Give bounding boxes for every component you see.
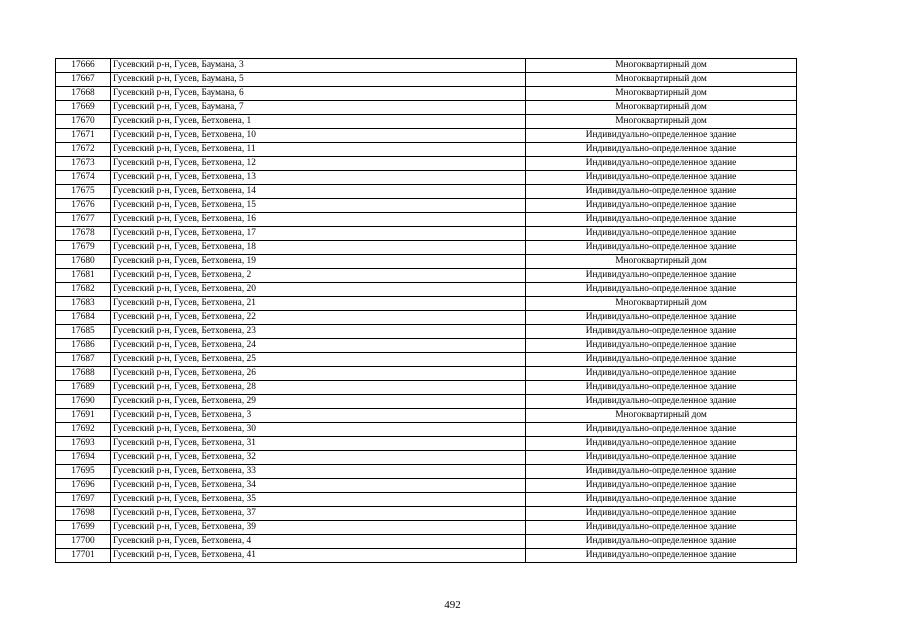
address-cell: Гусевский р-н, Гусев, Бетховена, 30 — [111, 423, 526, 437]
building-type-cell: Индивидуально-определенное здание — [526, 395, 797, 409]
record-number-cell: 17674 — [56, 171, 111, 185]
record-number-cell: 17676 — [56, 199, 111, 213]
address-cell: Гусевский р-н, Гусев, Бетховена, 32 — [111, 451, 526, 465]
building-type-cell: Индивидуально-определенное здание — [526, 381, 797, 395]
registry-table-body — [56, 59, 797, 563]
building-type-cell: Многоквартирный дом — [526, 409, 797, 423]
building-type-cell: Индивидуально-определенное здание — [526, 437, 797, 451]
record-number-cell: 17693 — [56, 437, 111, 451]
record-number-cell: 17679 — [56, 241, 111, 255]
record-number-cell: 17685 — [56, 325, 111, 339]
address-cell: Гусевский р-н, Гусев, Бетховена, 39 — [111, 521, 526, 535]
table-row — [56, 437, 797, 451]
table-row — [56, 423, 797, 437]
table-row — [56, 227, 797, 241]
table-row — [56, 241, 797, 255]
building-type-cell: Индивидуально-определенное здание — [526, 507, 797, 521]
building-type-cell: Многоквартирный дом — [526, 59, 797, 73]
building-type-cell: Индивидуально-определенное здание — [526, 241, 797, 255]
address-cell: Гусевский р-н, Гусев, Бетховена, 16 — [111, 213, 526, 227]
table-row — [56, 213, 797, 227]
table-row — [56, 535, 797, 549]
building-type-cell: Многоквартирный дом — [526, 115, 797, 129]
record-number-cell: 17701 — [56, 549, 111, 563]
building-type-cell: Многоквартирный дом — [526, 255, 797, 269]
table-row — [56, 101, 797, 115]
building-type-cell: Индивидуально-определенное здание — [526, 185, 797, 199]
address-cell: Гусевский р-н, Гусев, Баумана, 5 — [111, 73, 526, 87]
table-row — [56, 171, 797, 185]
address-cell: Гусевский р-н, Гусев, Бетховена, 23 — [111, 325, 526, 339]
building-type-cell: Индивидуально-определенное здание — [526, 199, 797, 213]
record-number-cell: 17698 — [56, 507, 111, 521]
address-cell: Гусевский р-н, Гусев, Бетховена, 33 — [111, 465, 526, 479]
building-type-cell: Индивидуально-определенное здание — [526, 311, 797, 325]
page-number: 492 — [444, 599, 461, 611]
table-row — [56, 367, 797, 381]
record-number-cell: 17686 — [56, 339, 111, 353]
table-row — [56, 283, 797, 297]
building-type-cell: Индивидуально-определенное здание — [526, 227, 797, 241]
table-row — [56, 465, 797, 479]
address-cell: Гусевский р-н, Гусев, Бетховена, 41 — [111, 549, 526, 563]
record-number-cell: 17683 — [56, 297, 111, 311]
record-number-cell: 17690 — [56, 395, 111, 409]
building-type-cell: Индивидуально-определенное здание — [526, 451, 797, 465]
record-number-cell: 17668 — [56, 87, 111, 101]
address-cell: Гусевский р-н, Гусев, Бетховена, 24 — [111, 339, 526, 353]
table-row — [56, 381, 797, 395]
address-cell: Гусевский р-н, Гусев, Баумана, 3 — [111, 59, 526, 73]
record-number-cell: 17692 — [56, 423, 111, 437]
address-cell: Гусевский р-н, Гусев, Бетховена, 18 — [111, 241, 526, 255]
record-number-cell: 17691 — [56, 409, 111, 423]
record-number-cell: 17680 — [56, 255, 111, 269]
building-type-cell: Индивидуально-определенное здание — [526, 535, 797, 549]
address-cell: Гусевский р-н, Гусев, Бетховена, 37 — [111, 507, 526, 521]
record-number-cell: 17677 — [56, 213, 111, 227]
record-number-cell: 17667 — [56, 73, 111, 87]
record-number-cell: 17682 — [56, 283, 111, 297]
record-number-cell: 17671 — [56, 129, 111, 143]
record-number-cell: 17694 — [56, 451, 111, 465]
building-type-cell: Индивидуально-определенное здание — [526, 213, 797, 227]
record-number-cell: 17673 — [56, 157, 111, 171]
building-type-cell: Индивидуально-определенное здание — [526, 521, 797, 535]
building-type-cell: Индивидуально-определенное здание — [526, 493, 797, 507]
table-row — [56, 479, 797, 493]
record-number-cell: 17689 — [56, 381, 111, 395]
address-cell: Гусевский р-н, Гусев, Бетховена, 29 — [111, 395, 526, 409]
address-cell: Гусевский р-н, Гусев, Бетховена, 4 — [111, 535, 526, 549]
record-number-cell: 17687 — [56, 353, 111, 367]
record-number-cell: 17672 — [56, 143, 111, 157]
building-type-cell: Индивидуально-определенное здание — [526, 269, 797, 283]
table-row — [56, 395, 797, 409]
building-type-cell: Индивидуально-определенное здание — [526, 549, 797, 563]
table-row — [56, 255, 797, 269]
building-type-cell: Индивидуально-определенное здание — [526, 339, 797, 353]
table-row — [56, 549, 797, 563]
address-cell: Гусевский р-н, Гусев, Бетховена, 14 — [111, 185, 526, 199]
address-cell: Гусевский р-н, Гусев, Бетховена, 22 — [111, 311, 526, 325]
address-cell: Гусевский р-н, Гусев, Бетховена, 21 — [111, 297, 526, 311]
table-row — [56, 185, 797, 199]
table-row — [56, 73, 797, 87]
record-number-cell: 17688 — [56, 367, 111, 381]
table-row — [56, 521, 797, 535]
record-number-cell: 17681 — [56, 269, 111, 283]
address-cell: Гусевский р-н, Гусев, Баумана, 6 — [111, 87, 526, 101]
table-row — [56, 59, 797, 73]
record-number-cell: 17684 — [56, 311, 111, 325]
address-cell: Гусевский р-н, Гусев, Бетховена, 20 — [111, 283, 526, 297]
building-type-cell: Индивидуально-определенное здание — [526, 465, 797, 479]
building-type-cell: Индивидуально-определенное здание — [526, 143, 797, 157]
table-row — [56, 409, 797, 423]
building-type-cell: Индивидуально-определенное здание — [526, 157, 797, 171]
table-row — [56, 143, 797, 157]
address-cell: Гусевский р-н, Гусев, Бетховена, 13 — [111, 171, 526, 185]
table-row — [56, 157, 797, 171]
record-number-cell: 17696 — [56, 479, 111, 493]
table-row — [56, 297, 797, 311]
record-number-cell: 17700 — [56, 535, 111, 549]
table-row — [56, 129, 797, 143]
building-type-cell: Индивидуально-определенное здание — [526, 283, 797, 297]
address-cell: Гусевский р-н, Гусев, Бетховена, 31 — [111, 437, 526, 451]
record-number-cell: 17666 — [56, 59, 111, 73]
building-type-cell: Индивидуально-определенное здание — [526, 171, 797, 185]
record-number-cell: 17678 — [56, 227, 111, 241]
address-cell: Гусевский р-н, Гусев, Баумана, 7 — [111, 101, 526, 115]
address-cell: Гусевский р-н, Гусев, Бетховена, 34 — [111, 479, 526, 493]
address-cell: Гусевский р-н, Гусев, Бетховена, 12 — [111, 157, 526, 171]
table-row — [56, 339, 797, 353]
table-row — [56, 269, 797, 283]
address-cell: Гусевский р-н, Гусев, Бетховена, 25 — [111, 353, 526, 367]
building-type-cell: Индивидуально-определенное здание — [526, 353, 797, 367]
record-number-cell: 17669 — [56, 101, 111, 115]
address-cell: Гусевский р-н, Гусев, Бетховена, 26 — [111, 367, 526, 381]
table-row — [56, 115, 797, 129]
table-row — [56, 199, 797, 213]
address-cell: Гусевский р-н, Гусев, Бетховена, 3 — [111, 409, 526, 423]
record-number-cell: 17675 — [56, 185, 111, 199]
table-row — [56, 87, 797, 101]
address-cell: Гусевский р-н, Гусев, Бетховена, 1 — [111, 115, 526, 129]
building-type-cell: Индивидуально-определенное здание — [526, 367, 797, 381]
address-cell: Гусевский р-н, Гусев, Бетховена, 2 — [111, 269, 526, 283]
record-number-cell: 17695 — [56, 465, 111, 479]
table-row — [56, 353, 797, 367]
address-cell: Гусевский р-н, Гусев, Бетховена, 10 — [111, 129, 526, 143]
building-type-cell: Многоквартирный дом — [526, 87, 797, 101]
registry-table — [55, 58, 797, 563]
building-type-cell: Многоквартирный дом — [526, 297, 797, 311]
table-row — [56, 507, 797, 521]
building-type-cell: Индивидуально-определенное здание — [526, 423, 797, 437]
building-type-cell: Индивидуально-определенное здание — [526, 325, 797, 339]
record-number-cell: 17699 — [56, 521, 111, 535]
address-cell: Гусевский р-н, Гусев, Бетховена, 19 — [111, 255, 526, 269]
address-cell: Гусевский р-н, Гусев, Бетховена, 15 — [111, 199, 526, 213]
building-type-cell: Многоквартирный дом — [526, 73, 797, 87]
address-cell: Гусевский р-н, Гусев, Бетховена, 11 — [111, 143, 526, 157]
building-type-cell: Многоквартирный дом — [526, 101, 797, 115]
address-cell: Гусевский р-н, Гусев, Бетховена, 17 — [111, 227, 526, 241]
building-type-cell: Индивидуально-определенное здание — [526, 479, 797, 493]
address-cell: Гусевский р-н, Гусев, Бетховена, 28 — [111, 381, 526, 395]
address-cell: Гусевский р-н, Гусев, Бетховена, 35 — [111, 493, 526, 507]
building-type-cell: Индивидуально-определенное здание — [526, 129, 797, 143]
table-row — [56, 311, 797, 325]
table-row — [56, 325, 797, 339]
record-number-cell: 17670 — [56, 115, 111, 129]
table-row — [56, 451, 797, 465]
table-row — [56, 493, 797, 507]
record-number-cell: 17697 — [56, 493, 111, 507]
